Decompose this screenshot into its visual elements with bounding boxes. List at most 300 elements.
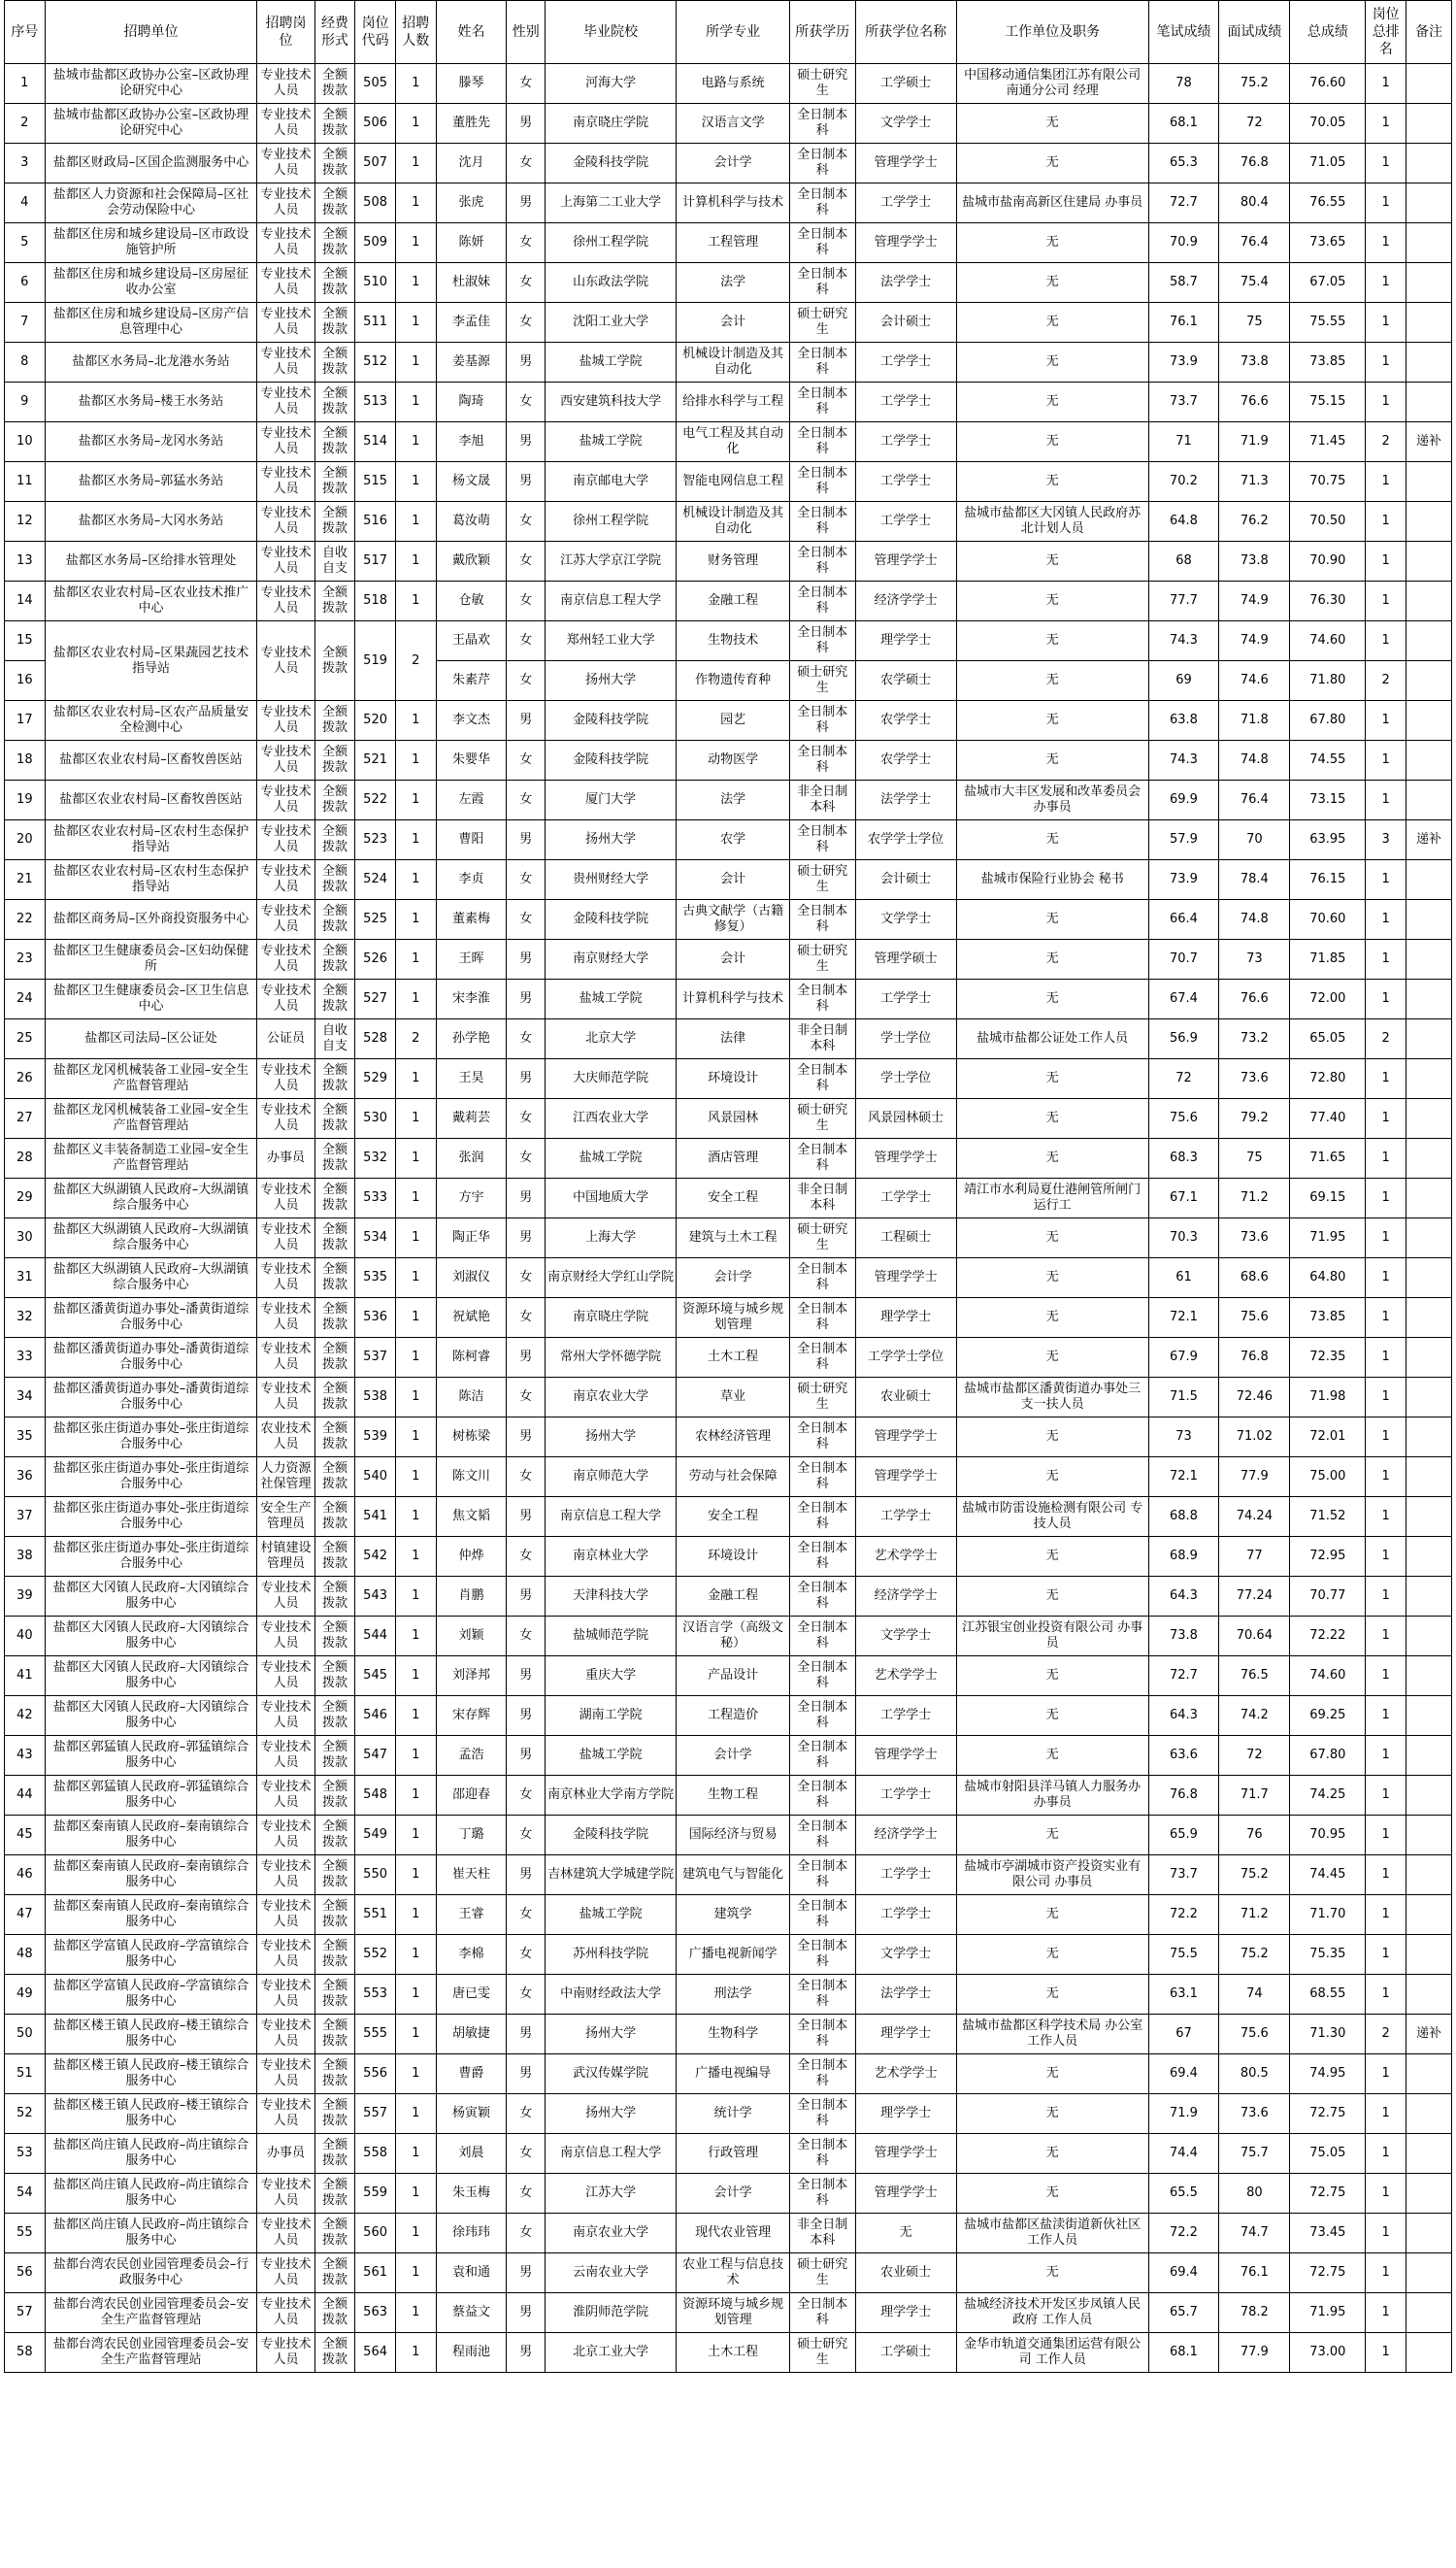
table-row (5, 2134, 1452, 2174)
cell-rank: 1 (1366, 1378, 1406, 1417)
cell-note (1406, 661, 1452, 701)
table-row (5, 2333, 1452, 2373)
table-row (5, 1497, 1452, 1537)
cell-total: 71.30 (1290, 2015, 1366, 2054)
cell-written: 63.1 (1148, 1975, 1219, 2015)
cell-fund: 全额拨款 (314, 1099, 355, 1139)
cell-interview: 75.7 (1219, 2134, 1290, 2174)
cell-major: 金融工程 (677, 582, 790, 621)
cell-code: 551 (355, 1895, 396, 1935)
cell-post: 专业技术人员 (257, 2214, 314, 2253)
table-row (5, 2054, 1452, 2094)
cell-edu: 硕士研究生 (789, 303, 855, 343)
cell-code: 519 (355, 621, 396, 701)
cell-quota: 1 (395, 2054, 436, 2094)
cell-fund: 全额拨款 (314, 1855, 355, 1895)
cell-edu: 全日制本科 (789, 1059, 855, 1099)
cell-edu: 全日制本科 (789, 1258, 855, 1298)
cell-written: 72 (1148, 1059, 1219, 1099)
cell-fund: 全额拨款 (314, 1935, 355, 1975)
cell-interview: 76.6 (1219, 383, 1290, 422)
cell-quota: 1 (395, 104, 436, 144)
cell-quota: 1 (395, 1099, 436, 1139)
cell-school: 金陵科技学院 (545, 741, 676, 781)
table-row (5, 2253, 1452, 2293)
cell-code: 505 (355, 64, 396, 104)
cell-degree: 工学学士 (855, 422, 956, 462)
cell-quota: 1 (395, 1696, 436, 1736)
cell-total: 73.85 (1290, 1298, 1366, 1338)
cell-school: 南京林业大学南方学院 (545, 1776, 676, 1816)
cell-quota: 1 (395, 1218, 436, 1258)
table-row (5, 64, 1452, 104)
cell-school: 江苏大学京江学院 (545, 542, 676, 582)
cell-unit: 盐都区财政局–区国企监测服务中心 (45, 144, 257, 183)
cell-major: 园艺 (677, 701, 790, 741)
cell-edu: 硕士研究生 (789, 2333, 855, 2373)
table-row (5, 1179, 1452, 1218)
cell-degree: 农学学士学位 (855, 820, 956, 860)
cell-sex: 男 (507, 940, 546, 980)
cell-code: 532 (355, 1139, 396, 1179)
cell-edu: 全日制本科 (789, 741, 855, 781)
cell-rank: 1 (1366, 502, 1406, 542)
cell-code: 514 (355, 422, 396, 462)
cell-no: 3 (5, 144, 46, 183)
cell-post: 专业技术人员 (257, 820, 314, 860)
cell-degree: 文学学士 (855, 104, 956, 144)
cell-major: 风景园林 (677, 1099, 790, 1139)
cell-fund: 全额拨款 (314, 1497, 355, 1537)
cell-total: 73.00 (1290, 2333, 1366, 2373)
table-row (5, 183, 1452, 223)
table-row (5, 1816, 1452, 1855)
cell-degree: 文学学士 (855, 1617, 956, 1656)
cell-unit: 盐都区农业农村局–区农产品质量安全检测中心 (45, 701, 257, 741)
cell-written: 66.4 (1148, 900, 1219, 940)
cell-unit: 盐都区水务局–区给排水管理处 (45, 542, 257, 582)
header-degree: 所获学位名称 (855, 1, 956, 64)
cell-rank: 1 (1366, 1656, 1406, 1696)
cell-school: 南京信息工程大学 (545, 2134, 676, 2174)
cell-written: 73.7 (1148, 1855, 1219, 1895)
cell-note (1406, 860, 1452, 900)
cell-name: 树栋梁 (436, 1417, 507, 1457)
cell-quota: 1 (395, 1617, 436, 1656)
cell-school: 扬州大学 (545, 820, 676, 860)
cell-name: 陶正华 (436, 1218, 507, 1258)
cell-major: 法律 (677, 1019, 790, 1059)
cell-no: 8 (5, 343, 46, 383)
cell-unit: 盐都区潘黄街道办事处–潘黄街道综合服务中心 (45, 1338, 257, 1378)
cell-note (1406, 781, 1452, 820)
cell-quota: 1 (395, 2015, 436, 2054)
cell-code: 563 (355, 2293, 396, 2333)
cell-written: 71 (1148, 422, 1219, 462)
cell-edu: 全日制本科 (789, 2054, 855, 2094)
cell-unit: 盐都区潘黄街道办事处–潘黄街道综合服务中心 (45, 1298, 257, 1338)
table-row (5, 502, 1452, 542)
cell-work: 无 (956, 223, 1148, 263)
cell-name: 孟浩 (436, 1736, 507, 1776)
cell-name: 李孟佳 (436, 303, 507, 343)
cell-interview: 76.4 (1219, 781, 1290, 820)
cell-post: 专业技术人员 (257, 1179, 314, 1218)
cell-written: 73.9 (1148, 860, 1219, 900)
cell-post: 专业技术人员 (257, 144, 314, 183)
header-note: 备注 (1406, 1, 1452, 64)
cell-fund: 全额拨款 (314, 183, 355, 223)
cell-no: 52 (5, 2094, 46, 2134)
cell-code: 521 (355, 741, 396, 781)
cell-written: 70.9 (1148, 223, 1219, 263)
cell-degree: 理学学士 (855, 2293, 956, 2333)
cell-school: 南京林业大学 (545, 1537, 676, 1577)
cell-degree: 管理学学士 (855, 1736, 956, 1776)
cell-no: 33 (5, 1338, 46, 1378)
cell-work: 无 (956, 542, 1148, 582)
cell-degree: 学士学位 (855, 1059, 956, 1099)
cell-post: 专业技术人员 (257, 1935, 314, 1975)
cell-major: 土木工程 (677, 2333, 790, 2373)
cell-sex: 男 (507, 2054, 546, 2094)
cell-degree: 会计硕士 (855, 860, 956, 900)
cell-work: 无 (956, 1975, 1148, 2015)
header-written: 笔试成绩 (1148, 1, 1219, 64)
cell-sex: 女 (507, 1975, 546, 2015)
table-row (5, 1298, 1452, 1338)
cell-note (1406, 1855, 1452, 1895)
cell-name: 葛汝萌 (436, 502, 507, 542)
cell-fund: 全额拨款 (314, 1537, 355, 1577)
cell-major: 建筑与土木工程 (677, 1218, 790, 1258)
cell-no: 11 (5, 462, 46, 502)
cell-post: 专业技术人员 (257, 1895, 314, 1935)
cell-school: 贵州财经大学 (545, 860, 676, 900)
cell-rank: 1 (1366, 2214, 1406, 2253)
cell-post: 专业技术人员 (257, 1816, 314, 1855)
cell-unit: 盐都区学富镇人民政府–学富镇综合服务中心 (45, 1935, 257, 1975)
cell-code: 526 (355, 940, 396, 980)
cell-quota: 1 (395, 1378, 436, 1417)
cell-edu: 全日制本科 (789, 183, 855, 223)
cell-work: 无 (956, 741, 1148, 781)
cell-major: 现代农业管理 (677, 2214, 790, 2253)
cell-rank: 1 (1366, 1139, 1406, 1179)
cell-fund: 全额拨款 (314, 1577, 355, 1617)
cell-edu: 全日制本科 (789, 383, 855, 422)
cell-major: 刑法学 (677, 1975, 790, 2015)
cell-code: 558 (355, 2134, 396, 2174)
cell-total: 75.00 (1290, 1457, 1366, 1497)
cell-name: 仓敏 (436, 582, 507, 621)
cell-interview: 74.8 (1219, 741, 1290, 781)
cell-unit: 盐都区大冈镇人民政府–大冈镇综合服务中心 (45, 1577, 257, 1617)
cell-work: 无 (956, 303, 1148, 343)
cell-school: 中国地质大学 (545, 1179, 676, 1218)
cell-interview: 73.6 (1219, 2094, 1290, 2134)
cell-interview: 70 (1219, 820, 1290, 860)
cell-code: 529 (355, 1059, 396, 1099)
cell-code: 552 (355, 1935, 396, 1975)
cell-written: 76.1 (1148, 303, 1219, 343)
cell-name: 蔡益文 (436, 2293, 507, 2333)
cell-interview: 75.2 (1219, 1855, 1290, 1895)
cell-fund: 全额拨款 (314, 343, 355, 383)
cell-written: 64.3 (1148, 1696, 1219, 1736)
cell-total: 71.95 (1290, 1218, 1366, 1258)
cell-post: 专业技术人员 (257, 303, 314, 343)
cell-major: 电路与系统 (677, 64, 790, 104)
cell-unit: 盐都区农业农村局–区农村生态保护指导站 (45, 820, 257, 860)
cell-major: 土木工程 (677, 1338, 790, 1378)
cell-no: 5 (5, 223, 46, 263)
cell-code: 517 (355, 542, 396, 582)
cell-no: 27 (5, 1099, 46, 1139)
cell-unit: 盐都区龙冈机械装备工业园–安全生产监督管理站 (45, 1099, 257, 1139)
cell-major: 机械设计制造及其自动化 (677, 343, 790, 383)
cell-interview: 73.6 (1219, 1059, 1290, 1099)
table-row (5, 900, 1452, 940)
cell-note (1406, 223, 1452, 263)
cell-fund: 全额拨款 (314, 1218, 355, 1258)
cell-name: 陈文川 (436, 1457, 507, 1497)
cell-code: 510 (355, 263, 396, 303)
cell-post: 人力资源社保管理 (257, 1457, 314, 1497)
cell-no: 39 (5, 1577, 46, 1617)
cell-written: 71.9 (1148, 2094, 1219, 2134)
cell-major: 给排水科学与工程 (677, 383, 790, 422)
cell-degree: 艺术学学士 (855, 2054, 956, 2094)
cell-quota: 1 (395, 2333, 436, 2373)
cell-unit: 盐都台湾农民创业园管理委员会–安全生产监督管理站 (45, 2333, 257, 2373)
cell-total: 76.30 (1290, 582, 1366, 621)
cell-rank: 1 (1366, 303, 1406, 343)
cell-school: 南京师范大学 (545, 1457, 676, 1497)
cell-degree: 农学硕士 (855, 661, 956, 701)
cell-note (1406, 1816, 1452, 1855)
cell-name: 邵迎春 (436, 1776, 507, 1816)
cell-total: 71.65 (1290, 1139, 1366, 1179)
header-unit: 招聘单位 (45, 1, 257, 64)
cell-major: 生物科学 (677, 2015, 790, 2054)
cell-code: 546 (355, 1696, 396, 1736)
cell-name: 丁璐 (436, 1816, 507, 1855)
cell-unit: 盐都区张庄街道办事处–张庄街道综合服务中心 (45, 1497, 257, 1537)
cell-fund: 全额拨款 (314, 860, 355, 900)
cell-quota: 1 (395, 64, 436, 104)
cell-sex: 男 (507, 1218, 546, 1258)
cell-total: 74.25 (1290, 1776, 1366, 1816)
cell-no: 45 (5, 1816, 46, 1855)
cell-name: 王睿 (436, 1895, 507, 1935)
cell-total: 74.95 (1290, 2054, 1366, 2094)
table-row (5, 104, 1452, 144)
cell-rank: 1 (1366, 1696, 1406, 1736)
cell-total: 72.35 (1290, 1338, 1366, 1378)
cell-rank: 1 (1366, 183, 1406, 223)
table-row (5, 1855, 1452, 1895)
cell-edu: 全日制本科 (789, 1577, 855, 1617)
cell-note (1406, 2333, 1452, 2373)
cell-major: 行政管理 (677, 2134, 790, 2174)
cell-sex: 男 (507, 1059, 546, 1099)
cell-note (1406, 343, 1452, 383)
cell-rank: 1 (1366, 741, 1406, 781)
table-row (5, 820, 1452, 860)
cell-note (1406, 1617, 1452, 1656)
cell-code: 553 (355, 1975, 396, 2015)
cell-rank: 1 (1366, 2333, 1406, 2373)
cell-total: 72.95 (1290, 1537, 1366, 1577)
cell-school: 上海第二工业大学 (545, 183, 676, 223)
cell-fund: 全额拨款 (314, 303, 355, 343)
cell-total: 70.77 (1290, 1577, 1366, 1617)
cell-code: 561 (355, 2253, 396, 2293)
cell-unit: 盐都区农业农村局–区农业技术推广中心 (45, 582, 257, 621)
cell-degree: 农业硕士 (855, 2253, 956, 2293)
cell-note (1406, 1736, 1452, 1776)
cell-rank: 1 (1366, 2094, 1406, 2134)
cell-name: 孙学艳 (436, 1019, 507, 1059)
cell-note (1406, 1457, 1452, 1497)
cell-post: 专业技术人员 (257, 1736, 314, 1776)
cell-written: 58.7 (1148, 263, 1219, 303)
cell-sex: 女 (507, 223, 546, 263)
cell-total: 75.05 (1290, 2134, 1366, 2174)
cell-interview: 77 (1219, 1537, 1290, 1577)
cell-quota: 1 (395, 542, 436, 582)
cell-rank: 1 (1366, 1935, 1406, 1975)
table-row (5, 1139, 1452, 1179)
cell-major: 广播电视编导 (677, 2054, 790, 2094)
cell-unit: 盐都区楼王镇人民政府–楼王镇综合服务中心 (45, 2094, 257, 2134)
cell-sex: 女 (507, 1935, 546, 1975)
cell-total: 70.50 (1290, 502, 1366, 542)
cell-edu: 硕士研究生 (789, 661, 855, 701)
cell-degree: 工学学士 (855, 383, 956, 422)
cell-rank: 1 (1366, 980, 1406, 1019)
cell-interview: 76.6 (1219, 980, 1290, 1019)
cell-rank: 1 (1366, 1497, 1406, 1537)
cell-edu: 全日制本科 (789, 502, 855, 542)
cell-sex: 女 (507, 2214, 546, 2253)
cell-work: 无 (956, 980, 1148, 1019)
cell-no: 56 (5, 2253, 46, 2293)
cell-total: 76.55 (1290, 183, 1366, 223)
cell-note (1406, 2214, 1452, 2253)
cell-no: 36 (5, 1457, 46, 1497)
cell-edu: 全日制本科 (789, 1975, 855, 2015)
table-row (5, 1617, 1452, 1656)
cell-name: 王晖 (436, 940, 507, 980)
cell-unit: 盐都台湾农民创业园管理委员会–行政服务中心 (45, 2253, 257, 2293)
cell-written: 56.9 (1148, 1019, 1219, 1059)
cell-written: 76.8 (1148, 1776, 1219, 1816)
cell-school: 南京邮电大学 (545, 462, 676, 502)
table-row (5, 1935, 1452, 1975)
cell-edu: 全日制本科 (789, 542, 855, 582)
cell-major: 生物工程 (677, 1776, 790, 1816)
cell-edu: 全日制本科 (789, 1816, 855, 1855)
table-row (5, 2015, 1452, 2054)
cell-post: 专业技术人员 (257, 860, 314, 900)
cell-no: 4 (5, 183, 46, 223)
cell-code: 550 (355, 1855, 396, 1895)
cell-fund: 全额拨款 (314, 383, 355, 422)
cell-school: 吉林建筑大学城建学院 (545, 1855, 676, 1895)
cell-post: 专业技术人员 (257, 2054, 314, 2094)
table-row (5, 1457, 1452, 1497)
cell-major: 农学 (677, 820, 790, 860)
cell-post: 专业技术人员 (257, 462, 314, 502)
header-code: 岗位代码 (355, 1, 396, 64)
cell-work: 无 (956, 2253, 1148, 2293)
cell-degree: 理学学士 (855, 2015, 956, 2054)
cell-rank: 1 (1366, 1059, 1406, 1099)
cell-degree: 管理学学士 (855, 2174, 956, 2214)
cell-interview: 74.8 (1219, 900, 1290, 940)
cell-work: 盐城市盐都区大冈镇人民政府苏北计划人员 (956, 502, 1148, 542)
cell-post: 安全生产管理员 (257, 1497, 314, 1537)
header-post: 招聘岗位 (257, 1, 314, 64)
cell-name: 杨文晟 (436, 462, 507, 502)
cell-note (1406, 1258, 1452, 1298)
cell-work: 无 (956, 940, 1148, 980)
cell-degree: 风景园林硕士 (855, 1099, 956, 1139)
cell-edu: 硕士研究生 (789, 1378, 855, 1417)
cell-degree: 经济学学士 (855, 1577, 956, 1617)
cell-interview: 71.3 (1219, 462, 1290, 502)
cell-note (1406, 1497, 1452, 1537)
cell-rank: 1 (1366, 343, 1406, 383)
cell-quota: 1 (395, 1776, 436, 1816)
cell-sex: 男 (507, 2253, 546, 2293)
cell-major: 劳动与社会保障 (677, 1457, 790, 1497)
cell-rank: 1 (1366, 1537, 1406, 1577)
cell-major: 会计学 (677, 1258, 790, 1298)
cell-written: 73.9 (1148, 343, 1219, 383)
cell-unit: 盐都区大纵湖镇人民政府–大纵湖镇综合服务中心 (45, 1258, 257, 1298)
cell-code: 525 (355, 900, 396, 940)
cell-post: 专业技术人员 (257, 2094, 314, 2134)
cell-work: 无 (956, 820, 1148, 860)
cell-work: 无 (956, 1736, 1148, 1776)
cell-quota: 1 (395, 582, 436, 621)
cell-sex: 女 (507, 741, 546, 781)
cell-interview: 75 (1219, 303, 1290, 343)
table-row (5, 2214, 1452, 2253)
cell-no: 19 (5, 781, 46, 820)
cell-degree: 理学学士 (855, 1298, 956, 1338)
cell-code: 513 (355, 383, 396, 422)
cell-rank: 1 (1366, 462, 1406, 502)
cell-post: 专业技术人员 (257, 1656, 314, 1696)
cell-note (1406, 1338, 1452, 1378)
cell-no: 25 (5, 1019, 46, 1059)
cell-rank: 1 (1366, 1338, 1406, 1378)
cell-written: 67 (1148, 2015, 1219, 2054)
cell-edu: 非全日制本科 (789, 781, 855, 820)
cell-school: 盐城工学院 (545, 422, 676, 462)
cell-fund: 全额拨款 (314, 64, 355, 104)
cell-quota: 1 (395, 980, 436, 1019)
cell-major: 计算机科学与技术 (677, 183, 790, 223)
cell-rank: 1 (1366, 1417, 1406, 1457)
cell-major: 生物技术 (677, 621, 790, 661)
cell-degree: 管理学学士 (855, 144, 956, 183)
cell-unit: 盐都区秦南镇人民政府–秦南镇综合服务中心 (45, 1816, 257, 1855)
